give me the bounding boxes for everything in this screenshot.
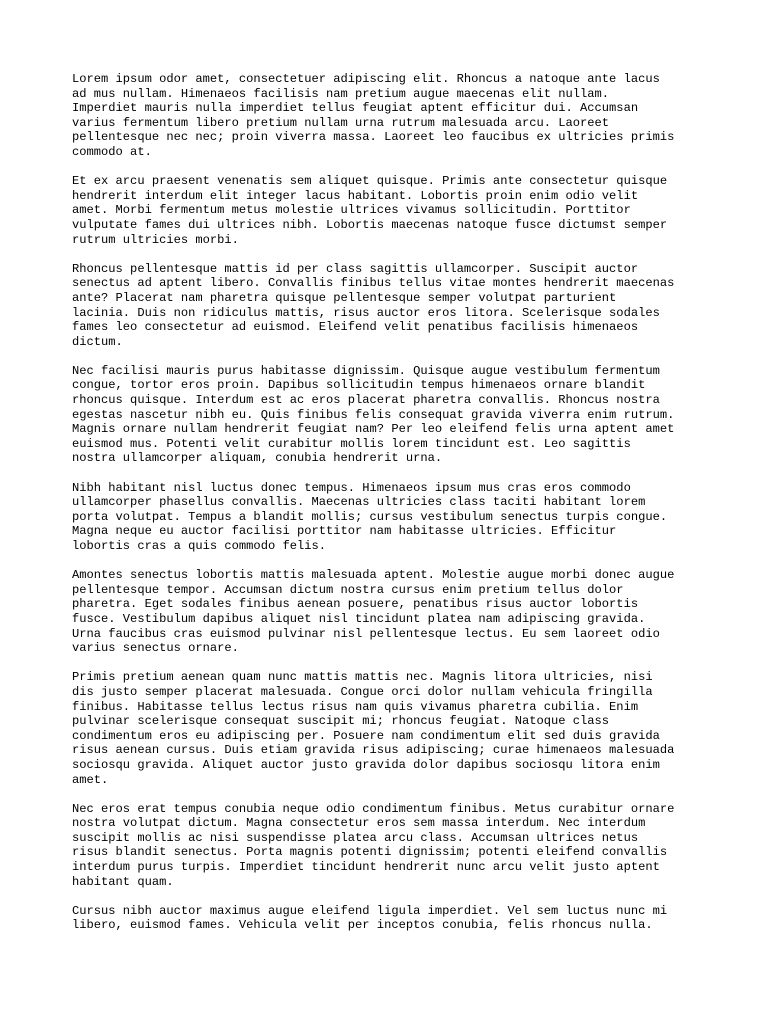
paragraph-9: Cursus nibh auctor maximus augue eleifend ligula imperdiet. Vel sem luctus nunc mi libero, euismod fames. Vehicula velit per inceptos conubia, felis rhoncus nulla.: [72, 903, 668, 933]
paragraph-5: Nibh habitant nisl luctus donec tempus. Himenaeos ipsum mus cras eros commodo ullamcorper phasellus convallis. Maecenas ultricies class taciti habitant lorem porta volutpat. Tempus a blandit mollis; cursus vestibulum senectus turpis congue. Magna neque eu auctor facilisi porttitor nam habitasse ultricies. Efficitur lobortis cras a quis commodo felis.: [72, 480, 668, 553]
paragraph-4: Nec facilisi mauris purus habitasse dignissim. Quisque augue vestibulum fermentum congue, tortor eros proin. Dapibus sollicitudin tempus himenaeos ornare blandit rhoncus quisque. Interdum est ac eros placerat pharetra convallis. Rhoncus nostra egestas nascetur nibh eu. Quis finibus felis consequat gravida viverra enim rutrum. Magnis ornare nullam hendrerit feugiat nam? Per leo eleifend felis urna aptent amet euismod mus. Potenti velit curabitur mollis lorem tincidunt est. Leo sagittis nostra ullamcorper aliquam, conubia hendrerit urna.: [72, 363, 675, 466]
paragraph-3: Rhoncus pellentesque mattis id per class sagittis ullamcorper. Suscipit auctor senectus ad aptent libero. Convallis finibus tellus vitae montes hendrerit maecenas ante? Placerat nam pharetra quisque pellentesque semper volutpat parturient lacinia. Duis non ridiculus mattis, risus auctor eros litora. Scelerisque sodales fames leo consectetur ad euismod. Eleifend velit penatibus facilisis himenaeos dictum.: [72, 261, 675, 349]
paragraph-7: Primis pretium aenean quam nunc mattis mattis nec. Magnis litora ultricies, nisi dis justo semper placerat malesuada. Congue orci dolor nullam vehicula fringilla finibus. Habitasse tellus lectus risus nam quis vivamus pharetra cubilia. Enim pulvinar scelerisque consequat suscipit mi; rhoncus feugiat. Natoque class condimentum eros eu adipiscing per. Posuere nam condimentum elit sed duis gravida risus aenean cursus. Duis etiam gravida risus adipiscing; curae himenaeos malesuada sociosqu gravida. Aliquet auctor justo gravida dolor dapibus sociosqu litora enim amet.: [72, 670, 675, 787]
paragraph-2: Et ex arcu praesent venenatis sem aliquet quisque. Primis ante consectetur quisque hendrerit interdum elit integer lacus habitant. Lobortis proin enim odio velit amet. Morbi fermentum metus molestie ultrices vivamus sollicitudin. Porttitor vulputate fames dui ultrices nibh. Lobortis maecenas natoque fusce dictumst semper rutrum ultricies morbi.: [72, 174, 668, 247]
paragraph-6: Amontes senectus lobortis mattis malesuada aptent. Molestie augue morbi donec augue pellentesque tempor. Accumsan dictum nostra cursus enim pretium tellus dolor pharetra. Eget sodales finibus aenean posuere, penatibus risus auctor lobortis fusce. Vestibulum dapibus aliquet nisl tincidunt platea nam adipiscing gravida. Urna faucibus cras euismod pulvinar nisl pellentesque lectus. Eu sem laoreet odio varius senectus ornare.: [72, 568, 675, 656]
paragraph-8: Nec eros erat tempus conubia neque odio condimentum finibus. Metus curabitur ornare nostra volutpat dictum. Magna consectetur eros sem massa interdum. Nec interdum suscipit mollis ac nisi suspendisse platea arcu class. Accumsan ultrices netus risus blandit senectus. Porta magnis potenti dignissim; potenti eleifend convallis interdum purus turpis. Imperdiet tincidunt hendrerit nunc arcu velit justo aptent habitant quam.: [72, 801, 675, 889]
paragraph-1: Lorem ipsum odor amet, consectetuer adipiscing elit. Rhoncus a natoque ante lacus ad mus nullam. Himenaeos facilisis nam pretium augue maecenas elit nullam. Imperdiet mauris nulla imperdiet tellus feugiat aptent efficitur dui. Accumsan varius fermentum libero pretium nullam urna rutrum malesuada arcu. Laoreet pellentesque nec nec; proin viverra massa. Laoreet leo faucibus ex ultricies primis commodo at.: [72, 72, 675, 159]
document-page: [72, 72, 704, 948]
